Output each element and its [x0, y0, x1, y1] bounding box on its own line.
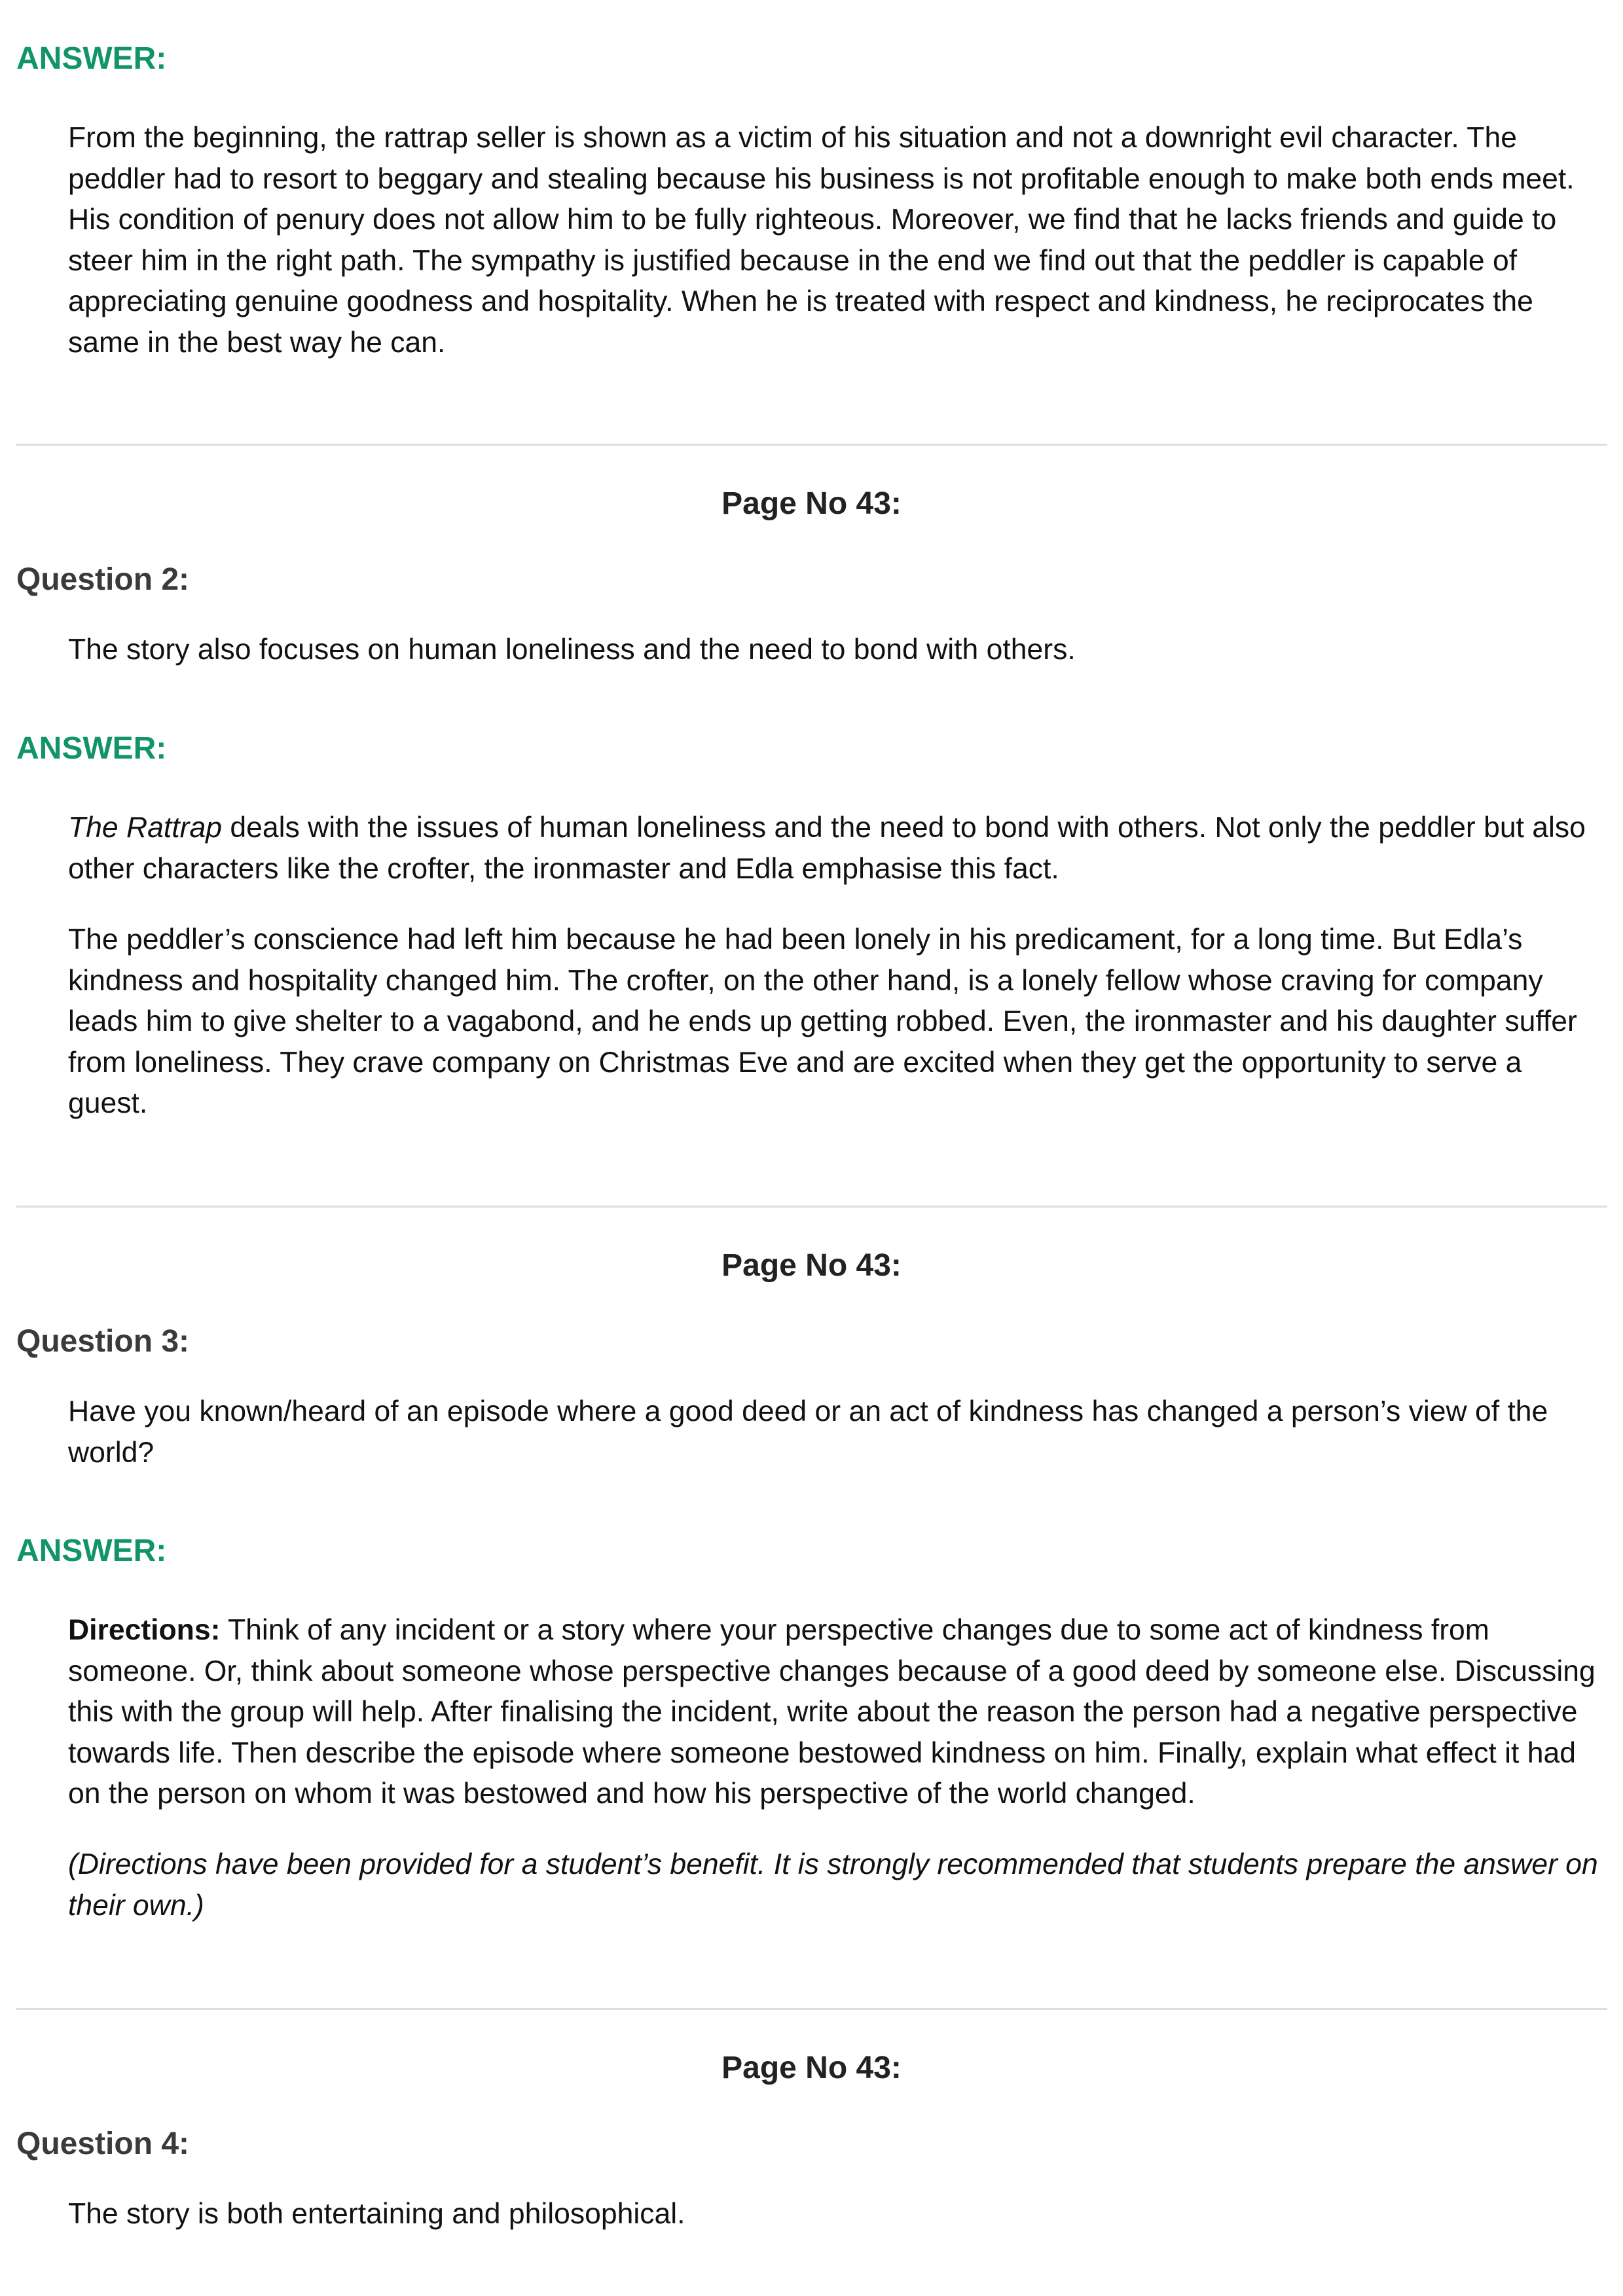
- question-label: Question 2:: [16, 562, 190, 597]
- answer-label: ANSWER:: [16, 731, 167, 766]
- directions-paragraph: [68, 1610, 1607, 1815]
- answer-paragraph: The peddler’s conscience had left him because he had been lonely in his predicament, for a long time. But Edla’s kindness and hospitality changed him. The crofter, on the other hand, is a lonely fellow whose craving for company leads him to give shelter to a vagabond, and he ends up getting robbed. Even, the ironmaster and his daughter suffer from loneliness. They crave company on Christmas Eve and are excited when they get the opportunity to serve a guest.: [68, 924, 1577, 1119]
- story-title: The Rattrap: [68, 812, 222, 844]
- directions-label: Directions:: [68, 1614, 221, 1646]
- question-label: Question 3:: [16, 1324, 190, 1359]
- section-divider: [16, 1206, 1607, 1208]
- page-number-heading: Page No 43:: [721, 1248, 902, 1283]
- page-number-heading: Page No 43:: [721, 2051, 902, 2085]
- question-label: Question 4:: [16, 2126, 190, 2161]
- question-text: Have you known/heard of an episode where a good deed or an act of kindness has changed a person’s view of the world?: [68, 1395, 1548, 1469]
- recommendation-note: (Directions have been provided for a student’s benefit. It is strongly recommended that students prepare the answer on their own.): [68, 1848, 1598, 1922]
- answer-paragraph: From the beginning, the rattrap seller is shown as a victim of his situation and not a downright evil character. The peddler had to resort to beggary and stealing because his business is not profitable enough to make both ends meet. His condition of penury does not allow him to be fully righteous. Moreover, we find that he lacks friends and guide to steer him in the right path. The sympathy is justified because in the end we find out that the peddler is capable of appreciating genuine goodness and hospitality. When he is treated with respect and kindness, he reciprocates the same in the best way he can.: [68, 122, 1575, 359]
- answer-label: ANSWER:: [16, 1534, 167, 1568]
- section-divider: [16, 444, 1607, 446]
- answer-paragraph: [68, 808, 1607, 889]
- question-text: The story also focuses on human loneliness and the need to bond with others.: [68, 634, 1076, 666]
- answer-label: ANSWER:: [16, 41, 167, 76]
- directions-text: Think of any incident or a story where your perspective changes due to some act of kindness from someone. Or, think about someone whose perspective changes because of a good deed by someone else. Discussing this with the group will help. After finalising the incident, write about the reason the person had a negative perspective towards life. Then describe the episode where someone bestowed kindness on him. Finally, explain what effect it had on the person on whom it was bestowed and how his perspective of the world changed.: [68, 1614, 1596, 1810]
- page-number-heading: Page No 43:: [721, 486, 902, 521]
- question-text: The story is both entertaining and philosophical.: [68, 2198, 685, 2230]
- answer-paragraph-text: deals with the issues of human loneliness and the need to bond with others. Not only the peddler but also other characters like the crofter, the ironmaster and Edla emphasise this fact.: [68, 812, 1586, 885]
- section-divider: [16, 2008, 1607, 2010]
